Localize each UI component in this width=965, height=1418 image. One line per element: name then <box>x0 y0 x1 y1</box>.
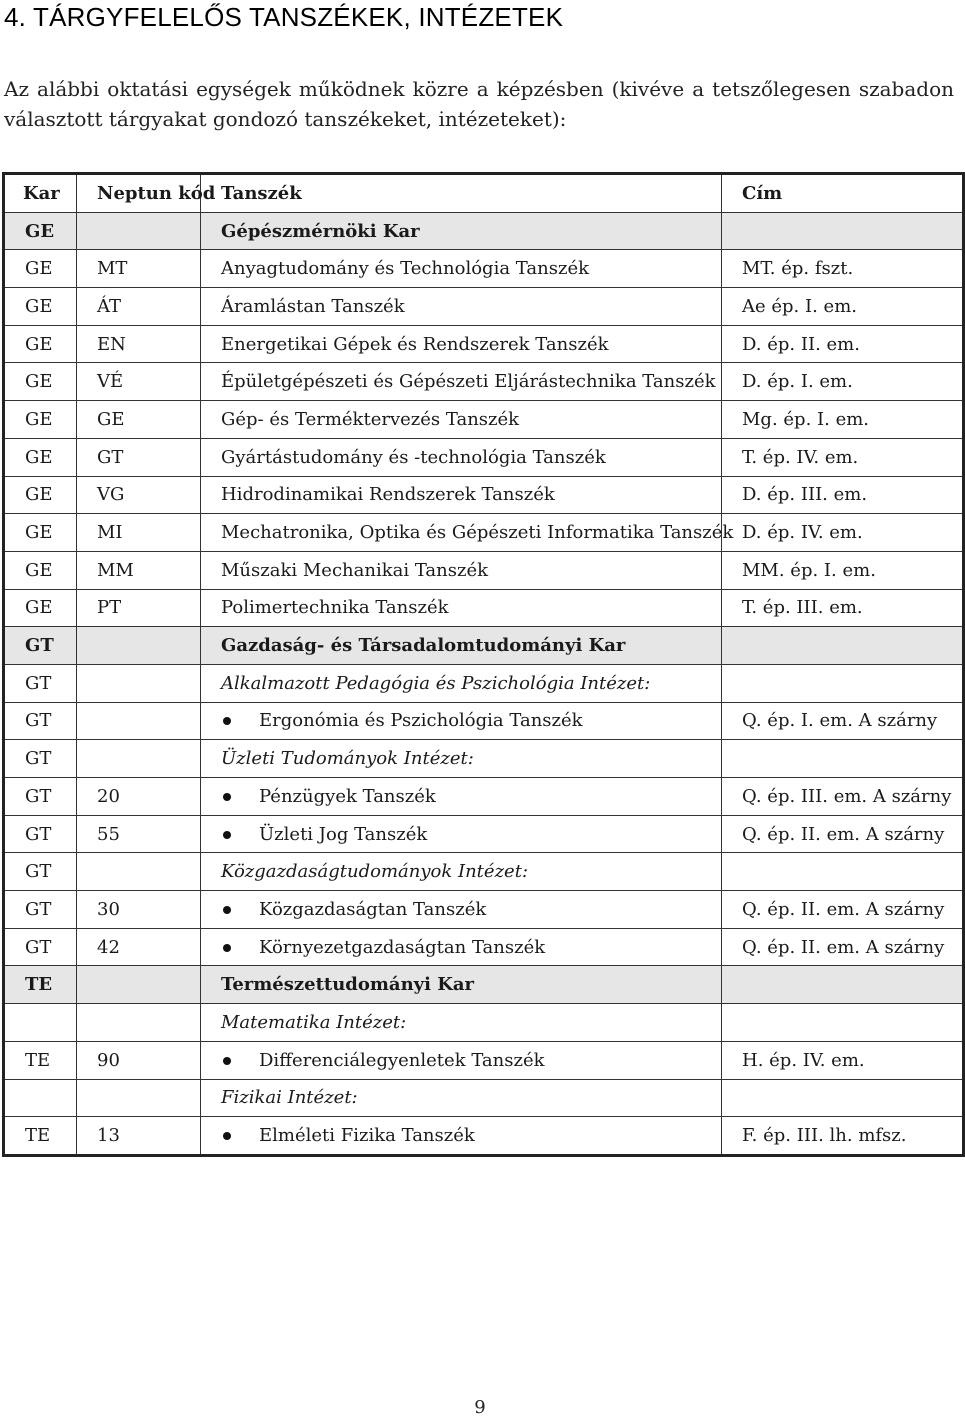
cell-cim: Q. ép. II. em. A szárny <box>722 891 964 929</box>
cell-tanszek <box>201 815 722 853</box>
cell-kar: GE <box>4 551 77 589</box>
cell-cim: Q. ép. I. em. A szárny <box>722 702 964 740</box>
cell-kar: GT <box>4 928 77 966</box>
cell-kar: GE <box>4 589 77 627</box>
bullet-icon <box>223 1132 231 1140</box>
cell-kar: GT <box>4 664 77 702</box>
cell-neptun-kod: 20 <box>77 778 201 816</box>
cell-kar: GE <box>4 325 77 363</box>
bullet-icon <box>223 831 231 839</box>
table-row <box>4 740 964 778</box>
cell-neptun-kod: PT <box>77 589 201 627</box>
cell-cim <box>722 853 964 891</box>
cell-neptun-kod: VG <box>77 476 201 514</box>
table-row <box>4 514 964 552</box>
cell-neptun-kod: MT <box>77 250 201 288</box>
cell-cim <box>722 212 964 250</box>
table-row <box>4 627 964 665</box>
table-row <box>4 815 964 853</box>
cell-kar: GE <box>4 476 77 514</box>
cell-cim: Ae ép. I. em. <box>722 288 964 326</box>
cell-kar <box>4 1004 77 1042</box>
cell-tanszek <box>201 778 722 816</box>
cell-cim: D. ép. I. em. <box>722 363 964 401</box>
table-row <box>4 778 964 816</box>
table-header-row <box>4 174 964 213</box>
tanszek-label: Differenciálegyenletek Tanszék <box>259 1049 545 1071</box>
cell-cim: D. ép. III. em. <box>722 476 964 514</box>
cell-cim <box>722 1079 964 1117</box>
cell-kar: GT <box>4 702 77 740</box>
cell-kar: GE <box>4 401 77 439</box>
cell-cim: Q. ép. III. em. A szárny <box>722 778 964 816</box>
table-row <box>4 401 964 439</box>
cell-institute: Alkalmazott Pedagógia és Pszichológia Intézet: <box>201 664 722 702</box>
cell-kar: GE <box>4 438 77 476</box>
cell-kar: GT <box>4 815 77 853</box>
cell-neptun-kod: 13 <box>77 1117 201 1156</box>
tanszek-label: Közgazdaságtan Tanszék <box>259 898 487 920</box>
cell-kar: GE <box>4 212 77 250</box>
bullet-icon <box>223 717 231 725</box>
table-row <box>4 589 964 627</box>
bullet-icon <box>223 1057 231 1065</box>
cell-kar: GT <box>4 891 77 929</box>
cell-neptun-kod <box>77 664 201 702</box>
table-row <box>4 1041 964 1079</box>
table-row <box>4 325 964 363</box>
table-row <box>4 1004 964 1042</box>
cell-tanszek <box>201 1117 722 1156</box>
cell-neptun-kod <box>77 966 201 1004</box>
cell-institute: Közgazdaságtudományok Intézet: <box>201 853 722 891</box>
cell-tanszek: Műszaki Mechanikai Tanszék <box>201 551 722 589</box>
tanszek-label: Ergonómia és Pszichológia Tanszék <box>259 710 583 732</box>
cell-neptun-kod: ÁT <box>77 288 201 326</box>
tanszek-label: Pénzügyek Tanszék <box>259 785 436 807</box>
cell-institute: Üzleti Tudományok Intézet: <box>201 740 722 778</box>
cell-neptun-kod: 42 <box>77 928 201 966</box>
cell-kar: TE <box>4 1041 77 1079</box>
cell-neptun-kod: GT <box>77 438 201 476</box>
cell-cim <box>722 627 964 665</box>
cell-neptun-kod: GE <box>77 401 201 439</box>
table-row <box>4 702 964 740</box>
cell-tanszek <box>201 891 722 929</box>
table-row <box>4 551 964 589</box>
cell-neptun-kod <box>77 853 201 891</box>
cell-kar: GE <box>4 514 77 552</box>
cell-tanszek: Épületgépészeti és Gépészeti Eljárástechnika Tanszék <box>201 363 722 401</box>
cell-kar: GT <box>4 627 77 665</box>
table-row <box>4 891 964 929</box>
table-row <box>4 476 964 514</box>
intro-paragraph: Az alábbi oktatási egységek működnek közre a képzésben (kivéve a tetszőlegesen szabadon választott tárgyakat gondozó tanszékeket, intézeteket): <box>4 77 954 131</box>
cell-cim: F. ép. III. lh. mfsz. <box>722 1117 964 1156</box>
table-row <box>4 664 964 702</box>
cell-cim <box>722 966 964 1004</box>
bullet-icon <box>223 906 231 914</box>
header-neptun-kod: Neptun kód <box>77 174 201 213</box>
cell-tanszek: Mechatronika, Optika és Gépészeti Informatika Tanszék <box>201 514 722 552</box>
cell-tanszek: Gép- és Terméktervezés Tanszék <box>201 401 722 439</box>
cell-cim: D. ép. II. em. <box>722 325 964 363</box>
cell-cim <box>722 740 964 778</box>
table-row <box>4 288 964 326</box>
cell-neptun-kod: MI <box>77 514 201 552</box>
cell-kar: GE <box>4 288 77 326</box>
header-kar: Kar <box>4 174 77 213</box>
cell-neptun-kod <box>77 702 201 740</box>
header-tanszek: Tanszék <box>201 174 722 213</box>
cell-cim <box>722 1004 964 1042</box>
header-cim: Cím <box>722 174 964 213</box>
cell-faculty: Gépészmérnöki Kar <box>201 212 722 250</box>
cell-kar: GE <box>4 363 77 401</box>
cell-cim: T. ép. IV. em. <box>722 438 964 476</box>
table-row <box>4 212 964 250</box>
bullet-icon <box>223 944 231 952</box>
cell-neptun-kod <box>77 627 201 665</box>
cell-tanszek: Gyártástudomány és -technológia Tanszék <box>201 438 722 476</box>
cell-kar: GT <box>4 740 77 778</box>
cell-kar: TE <box>4 966 77 1004</box>
table-row <box>4 250 964 288</box>
cell-kar: GT <box>4 778 77 816</box>
cell-kar <box>4 1079 77 1117</box>
table-row <box>4 363 964 401</box>
page-number: 9 <box>474 1397 486 1418</box>
cell-cim: Mg. ép. I. em. <box>722 401 964 439</box>
cell-tanszek <box>201 928 722 966</box>
tanszek-label: Üzleti Jog Tanszék <box>259 823 428 845</box>
cell-tanszek <box>201 1041 722 1079</box>
table-row <box>4 928 964 966</box>
cell-tanszek <box>201 702 722 740</box>
cell-institute: Fizikai Intézet: <box>201 1079 722 1117</box>
cell-neptun-kod <box>77 1004 201 1042</box>
section-heading: 4. TÁRGYFELELŐS TANSZÉKEK, INTÉZETEK <box>4 2 564 32</box>
cell-neptun-kod: MM <box>77 551 201 589</box>
table-row <box>4 966 964 1004</box>
cell-institute: Matematika Intézet: <box>201 1004 722 1042</box>
cell-neptun-kod <box>77 1079 201 1117</box>
cell-cim: MM. ép. I. em. <box>722 551 964 589</box>
cell-faculty: Természettudományi Kar <box>201 966 722 1004</box>
cell-neptun-kod <box>77 212 201 250</box>
bullet-icon <box>223 793 231 801</box>
cell-neptun-kod: EN <box>77 325 201 363</box>
cell-tanszek: Energetikai Gépek és Rendszerek Tanszék <box>201 325 722 363</box>
cell-cim: MT. ép. fszt. <box>722 250 964 288</box>
table-row <box>4 1117 964 1156</box>
cell-tanszek: Polimertechnika Tanszék <box>201 589 722 627</box>
cell-cim: Q. ép. II. em. A szárny <box>722 928 964 966</box>
cell-cim: T. ép. III. em. <box>722 589 964 627</box>
table-row <box>4 1079 964 1117</box>
tanszek-label: Elméleti Fizika Tanszék <box>259 1125 475 1147</box>
cell-kar: GT <box>4 853 77 891</box>
table-row <box>4 853 964 891</box>
cell-cim: Q. ép. II. em. A szárny <box>722 815 964 853</box>
cell-tanszek: Áramlástan Tanszék <box>201 288 722 326</box>
cell-cim <box>722 664 964 702</box>
cell-kar: GE <box>4 250 77 288</box>
cell-neptun-kod: 55 <box>77 815 201 853</box>
cell-cim: H. ép. IV. em. <box>722 1041 964 1079</box>
cell-neptun-kod: 90 <box>77 1041 201 1079</box>
cell-kar: TE <box>4 1117 77 1156</box>
cell-neptun-kod: 30 <box>77 891 201 929</box>
cell-faculty: Gazdaság- és Társadalomtudományi Kar <box>201 627 722 665</box>
cell-neptun-kod <box>77 740 201 778</box>
tanszek-label: Környezetgazdaságtan Tanszék <box>259 936 546 958</box>
cell-cim: D. ép. IV. em. <box>722 514 964 552</box>
departments-table <box>2 172 965 1157</box>
cell-neptun-kod: VÉ <box>77 363 201 401</box>
table-row <box>4 438 964 476</box>
cell-tanszek: Hidrodinamikai Rendszerek Tanszék <box>201 476 722 514</box>
cell-tanszek: Anyagtudomány és Technológia Tanszék <box>201 250 722 288</box>
